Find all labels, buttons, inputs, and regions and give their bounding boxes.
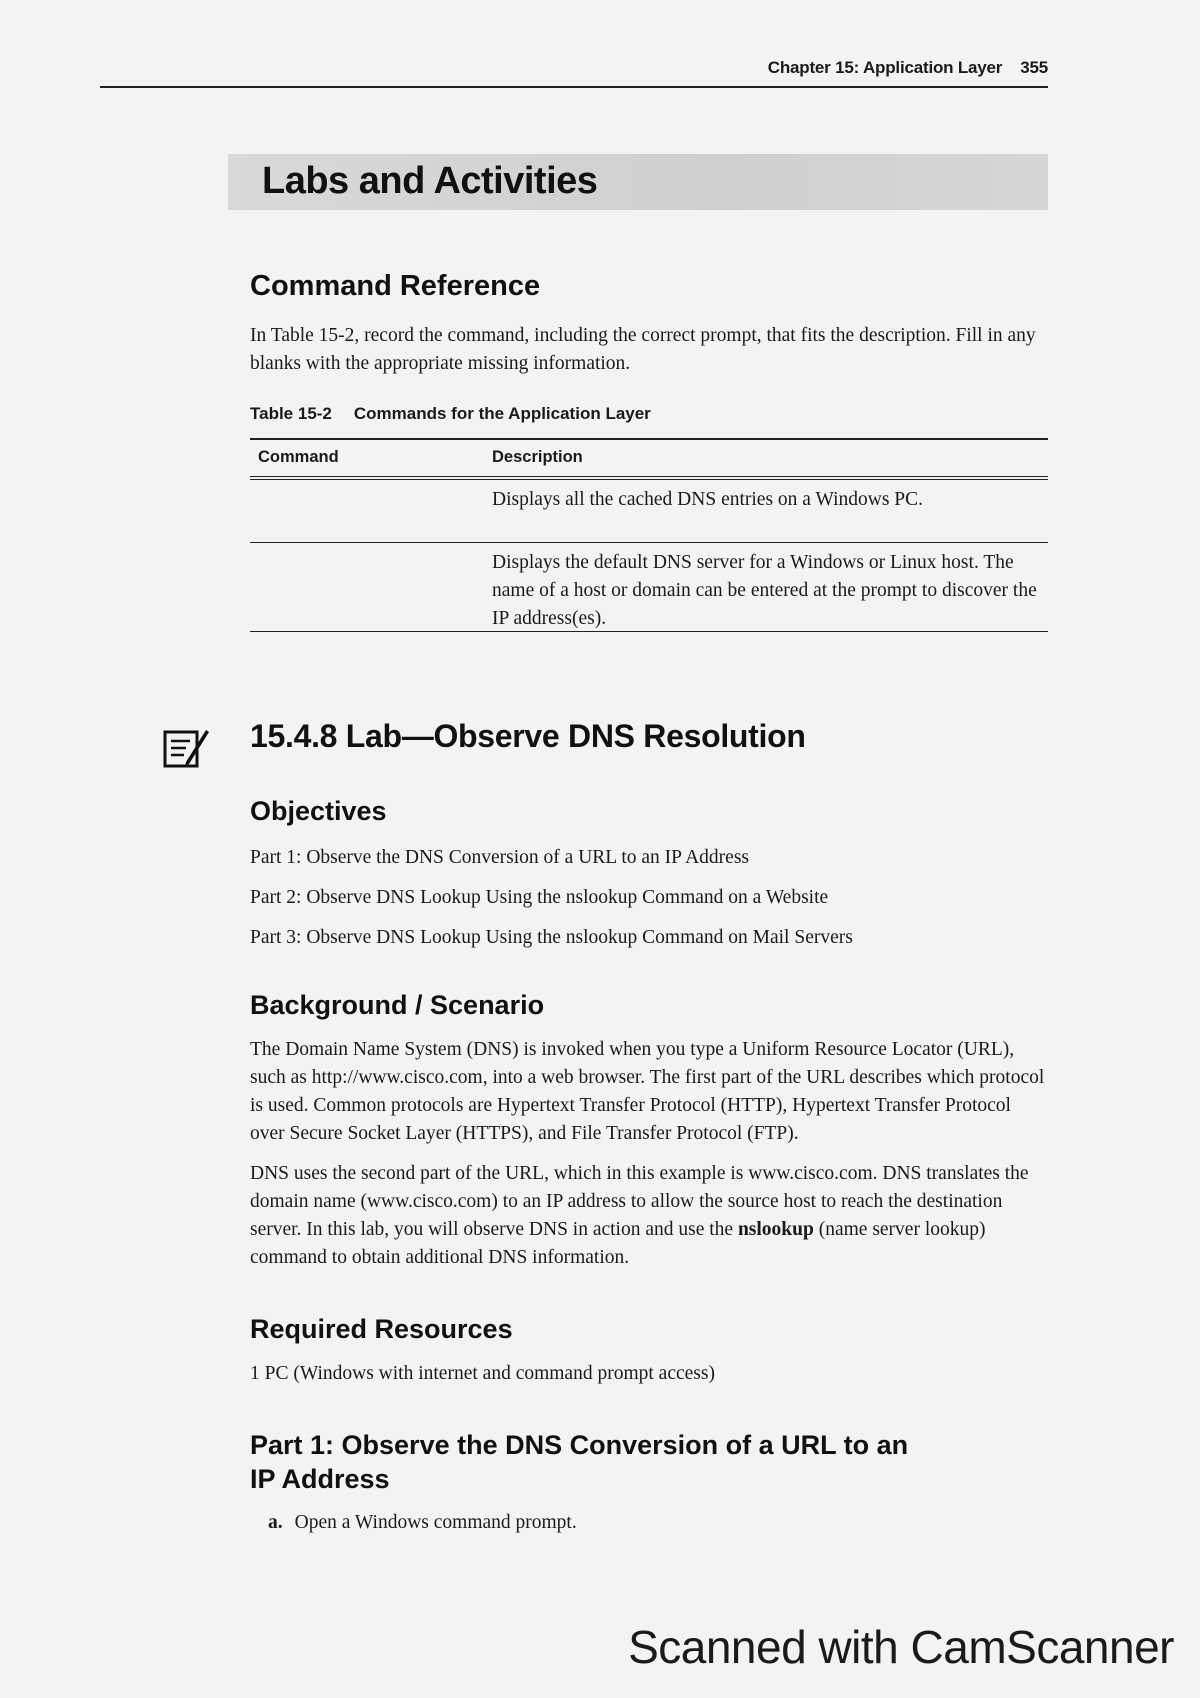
objective-item: Part 3: Observe DNS Lookup Using the nslookup Command on Mail Servers [250,927,853,948]
table-row [250,480,1048,543]
background-heading: Background / Scenario [250,990,545,1020]
required-resources-text: 1 PC (Windows with internet and command prompt access) [250,1363,715,1384]
column-header-description: Description [492,448,583,466]
step-item [268,1512,577,1534]
command-reference-intro: In Table 15-2, record the command, including the correct prompt, that fits the description. Fill in any blanks with the appropriate missing information. [250,325,1036,374]
commands-table [250,438,1048,632]
column-header-command: Command [258,448,339,466]
objective-item: Part 2: Observe DNS Lookup Using the nslookup Command on a Website [250,887,829,908]
description-cell: Displays the default DNS server for a Windows or Linux host. The name of a host or domain can be entered at the prompt to discover the IP address(es). [492,552,1037,629]
running-header [100,52,1048,88]
background-paragraph: The Domain Name System (DNS) is invoked when you type a Uniform Resource Locator (URL), such as http://www.cisco.com, into a web browser. The first part of the URL describes which protocol is used. Common protocols are Hypertext Transfer Protocol (HTTP), Hypertext Transfer Protocol over Secure Socket Layer (HTTPS), and File Transfer Protocol (FTP). [250,1039,1045,1144]
table-header-row [250,438,1048,480]
objectives-heading: Objectives [250,796,387,826]
lab-notepad-icon [162,726,210,770]
page-number: 355 [1020,58,1048,77]
step-text: Open a Windows command prompt. [294,1512,577,1533]
step-letter: a. [268,1512,283,1533]
chapter-title: Chapter 15: Application Layer [767,58,1003,77]
banner-title: Labs and Activities [262,160,598,202]
description-cell: Displays all the cached DNS entries on a Windows PC. [492,489,924,510]
part1-heading: Part 1: Observe the DNS Conversion of a URL to an IP Address [250,1430,909,1494]
table-title: Commands for the Application Layer [353,404,651,423]
objective-item: Part 1: Observe the DNS Conversion of a URL to an IP Address [250,847,749,868]
camscanner-watermark: Scanned with CamScanner [628,1621,1174,1673]
table-number: Table 15-2 [250,404,332,423]
required-resources-heading: Required Resources [250,1314,513,1344]
background-paragraph: DNS uses the second part of the URL, which in this example is www.cisco.com. DNS translates the domain name (www.cisco.com) to an IP address to allow the source host to reach the destination server. In this lab, you will observe DNS in action and use the nslookup (name server lookup) command to obtain additional DNS information. [250,1163,1029,1268]
objectives-list [250,838,1050,958]
command-reference-heading: Command Reference [250,270,541,302]
lab-title: 15.4.8 Lab—Observe DNS Resolution [250,718,806,754]
nslookup-command: nslookup [737,1219,814,1240]
table-row [250,543,1048,632]
table-caption [250,404,651,424]
